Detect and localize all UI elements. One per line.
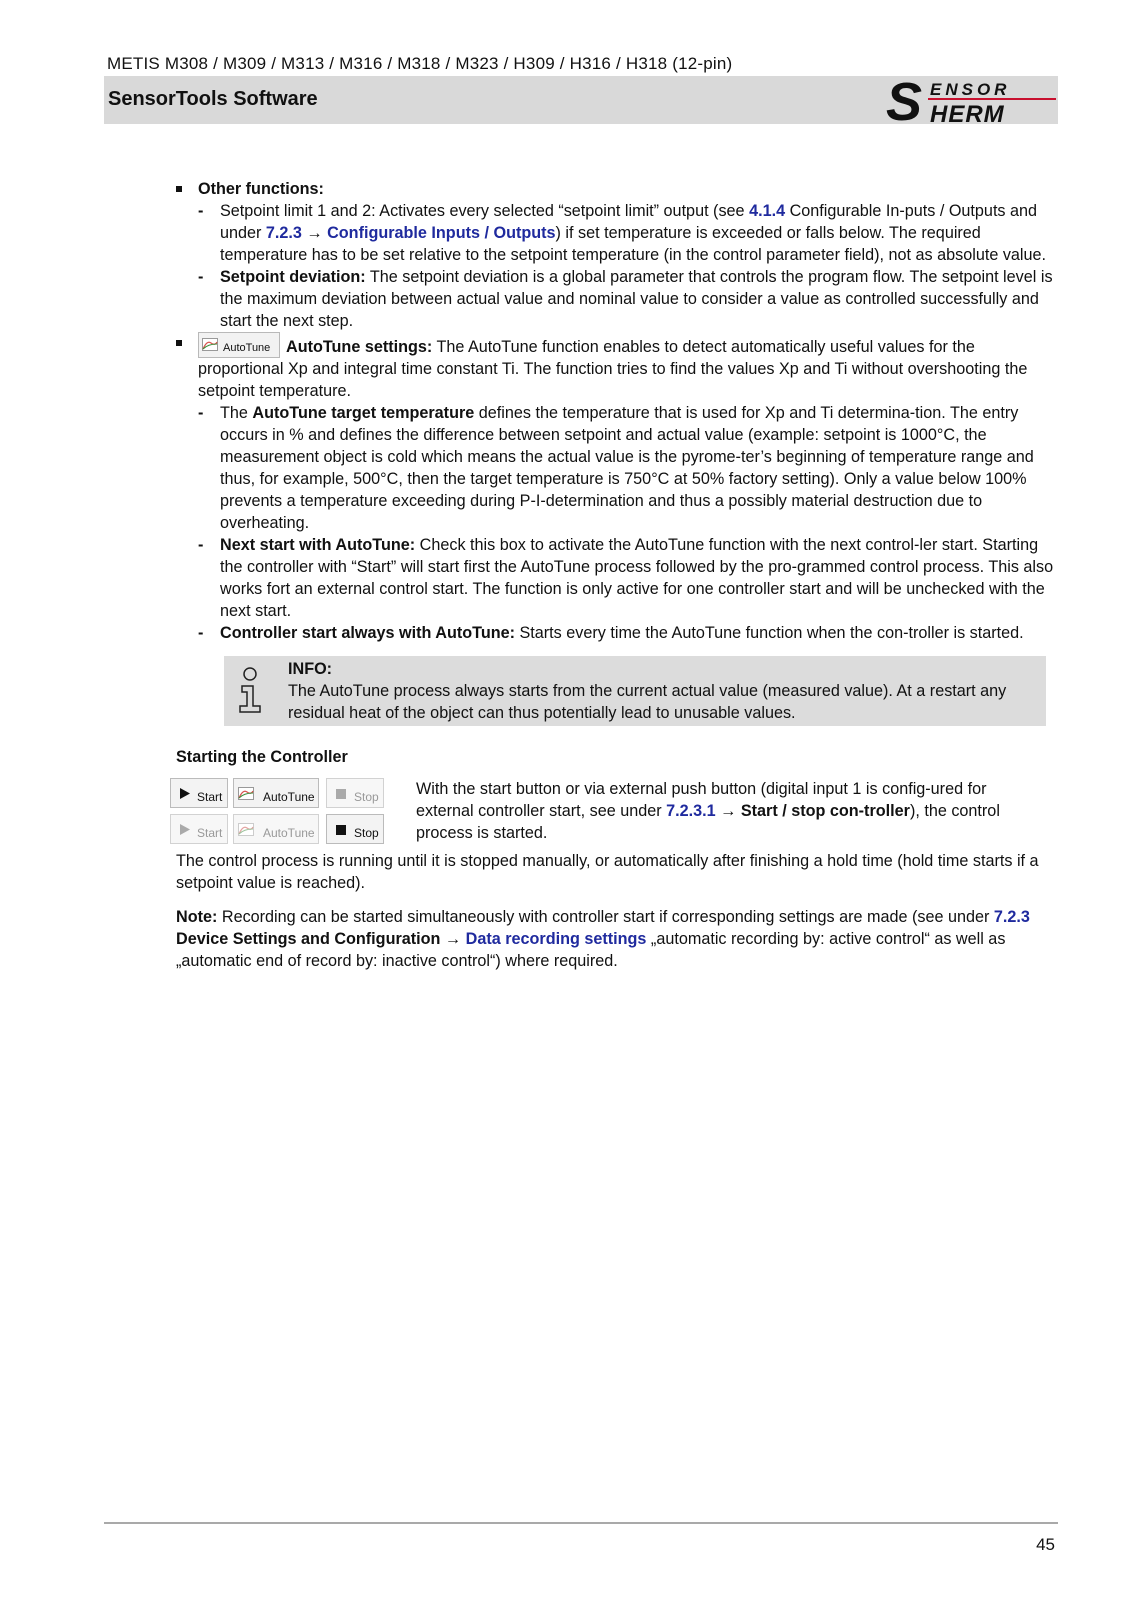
stop-icon bbox=[336, 789, 346, 799]
info-text: The AutoTune process always starts from the current actual value (measured value). At a restart any residual heat of the object can thus potentially lead to unusable values. bbox=[288, 682, 1007, 722]
sensortherm-logo bbox=[886, 72, 1058, 132]
start-button[interactable]: Start bbox=[170, 778, 228, 808]
bullet-other-functions bbox=[176, 178, 1056, 200]
control-process-paragraph: The control process is running until it is stopped manually, or automatically after finishing a hold time (hold time starts if a setpoint value is reached). bbox=[176, 852, 1039, 892]
other-functions-heading: Other functions: bbox=[198, 180, 324, 198]
ref-7-2-3-note[interactable]: 7.2.3 bbox=[993, 908, 1030, 926]
ref-7-2-3[interactable]: 7.2.3 bbox=[265, 224, 302, 242]
bullet-marker bbox=[176, 186, 182, 192]
info-icon bbox=[236, 666, 264, 714]
autotune-graph-icon bbox=[238, 787, 254, 800]
ref-configurable-io[interactable]: Configurable Inputs / Outputs bbox=[327, 224, 556, 242]
controller-start-always-item: - Controller start always with AutoTune: Starts every time the AutoTune function when the con-troller is started. bbox=[198, 624, 1024, 642]
autotune-button-image: AutoTune bbox=[198, 332, 280, 358]
autotune-heading: AutoTune settings: bbox=[286, 338, 433, 356]
footer-rule bbox=[104, 1522, 1058, 1524]
starting-controller-heading: Starting the Controller bbox=[176, 748, 348, 766]
logo-letter: S bbox=[886, 72, 923, 132]
setpoint-limit-item: - Setpoint limit 1 and 2: Activates every selected “setpoint limit” output (see 4.1.4 Configurable In-puts / Outputs and under 7.2.3 → Configurable Inputs / Outputs) if set temperature is exceeded or falls below. The required temperature has to be set relative to the setpoint temperature (in the control parameter field), not as absolute value. bbox=[198, 202, 1047, 264]
start-button-disabled[interactable]: Start bbox=[170, 814, 228, 844]
autotune-button[interactable]: AutoTune bbox=[233, 778, 319, 808]
controller-buttons-section bbox=[176, 778, 1056, 850]
ref-data-recording-settings[interactable]: Data recording settings bbox=[465, 930, 647, 948]
ref-4-1-4[interactable]: 4.1.4 bbox=[749, 202, 786, 220]
play-icon bbox=[180, 824, 190, 835]
autotune-graph-icon bbox=[238, 823, 254, 836]
main-content bbox=[176, 178, 1056, 972]
autotune-target-item: - The AutoTune target temperature defines the temperature that is used for Xp and Ti determina-tion. The entry occurs in % and defines the difference between setpoint and actual value (example: setpoint is 1000°C, the measurement object is cold which means the actual value is the pyrome-ter’s beginning of temperature range and thus, for example, 500°C, then the target temperature is 750°C at 50% factory setting). Only a value below 100% prevents a temperature exceeding during P-I-determination and thus a possibly material destruction due to overheating. bbox=[198, 404, 1034, 532]
ref-start-stop-controller[interactable]: Start / stop con-troller bbox=[740, 802, 910, 820]
bullet-autotune: AutoTune AutoTune settings: The AutoTune function enables to detect automatically useful values for the proportional Xp and integral time constant Ti. The function tries to find the values Xp and Ti without overshooting the setpoint temperature. bbox=[176, 332, 1056, 402]
document-title: SensorTools Software bbox=[108, 88, 318, 110]
page-number: 45 bbox=[1036, 1535, 1055, 1554]
bullet-marker bbox=[176, 340, 182, 346]
logo-top-text: ENSOR bbox=[930, 80, 1011, 99]
logo-bottom-text: HERM bbox=[930, 101, 1005, 128]
ref-7-2-3-1[interactable]: 7.2.3.1 bbox=[666, 802, 716, 820]
stop-button[interactable]: Stop bbox=[326, 814, 384, 844]
autotune-graph-icon bbox=[202, 338, 218, 351]
info-box bbox=[224, 656, 1046, 726]
note-paragraph: Note: Recording can be started simultaneously with controller start if corresponding settings are made (see under 7.2.3 Device Settings and Configuration → Data recording settings „automatic recording by: active control“ as well as „automatic end of record by: inactive control“) where required. bbox=[176, 908, 1030, 970]
model-list: METIS M308 / M309 / M313 / M316 / M318 / M323 / H309 / H316 / H318 (12-pin) bbox=[107, 54, 733, 73]
setpoint-deviation-item: - Setpoint deviation: The setpoint deviation is a global parameter that controls the program flow. The setpoint level is the maximum deviation between actual value and nominal value to consider a value as controlled successfully and start the next step. bbox=[198, 268, 1053, 330]
play-icon bbox=[180, 788, 190, 799]
autotune-button-disabled[interactable]: AutoTune bbox=[233, 814, 319, 844]
info-heading: INFO: bbox=[288, 660, 333, 678]
starting-description: With the start button or via external push button (digital input 1 is config-ured for external controller start, see under 7.2.3.1 → Start / stop con-troller), the control process is started. bbox=[416, 780, 1000, 842]
stop-button-disabled[interactable]: Stop bbox=[326, 778, 384, 808]
stop-icon bbox=[336, 825, 346, 835]
next-start-item: - Next start with AutoTune: Check this box to activate the AutoTune function with the next control-ler start. Starting the controller with “Start” will start first the AutoTune process followed by the pro-grammed control process. This also works fort an external control start. The function is only active for one controller start and will be unchecked with the next start. bbox=[198, 536, 1054, 620]
